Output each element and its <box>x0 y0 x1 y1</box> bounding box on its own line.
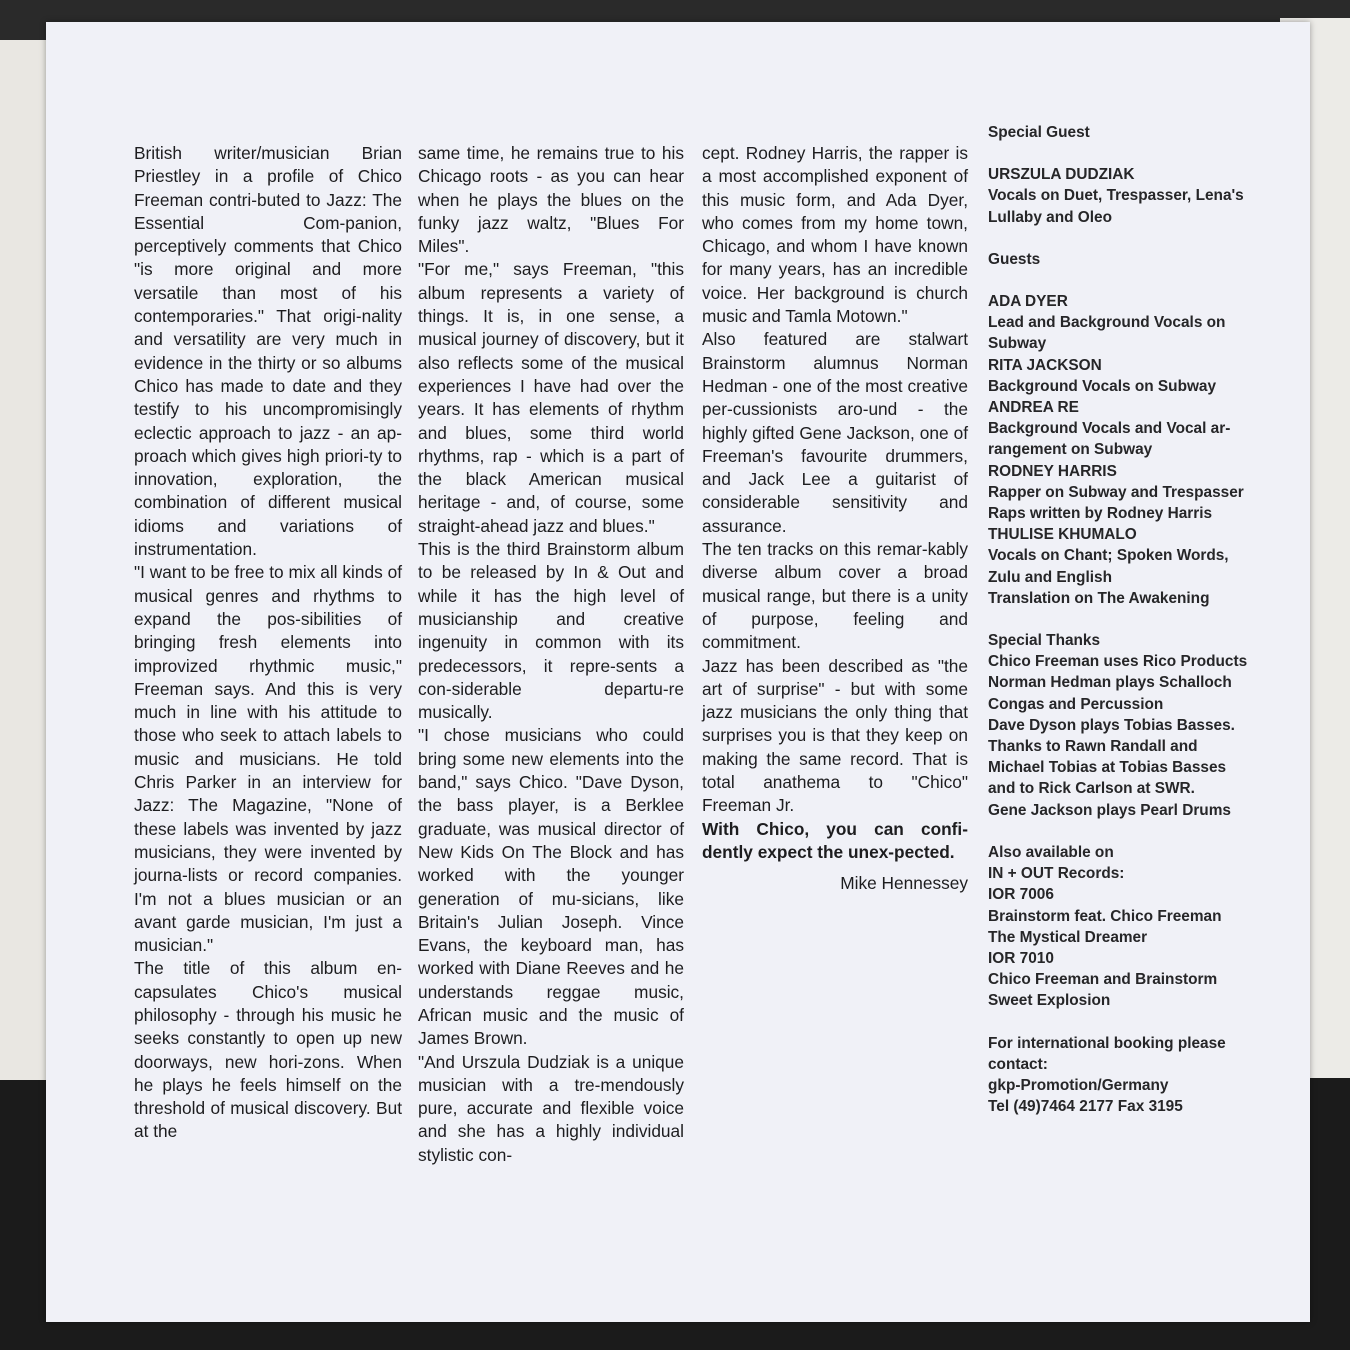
booking-phone: Tel (49)7464 2177 Fax 3195 <box>988 1098 1183 1116</box>
thanks-line: Thanks to Rawn Randall and Michael Tobias at Tobias Basses and to Rick Carlson at SWR. <box>988 738 1227 798</box>
guest-name: ANDREA RE <box>988 399 1079 417</box>
closing-statement: With Chico, you can confi-dently expect the unex-pected. <box>702 818 968 862</box>
catalog-number: IOR 7006 <box>988 886 1054 904</box>
paragraph: The ten tracks on this remar-kably diverse album cover a broad musical range, but there is a unity of purpose, feeling and commitment. <box>702 539 968 653</box>
credits-column <box>988 122 1252 1117</box>
paragraph: "And Urszula Dudziak is a unique musician with a tre-mendously pure, accurate and flexible voice and she has a highly individual stylistic con- <box>418 1051 684 1165</box>
record-label: IN + OUT Records: <box>988 865 1125 883</box>
paragraph: The title of this album en-capsulates Chico's musical philosophy - through his music he seeks constantly to open up new doorways, new hori-zons. When he plays he feels himself on the threshold of musical discovery. But at the <box>134 958 402 1142</box>
guest-role: Translation on The Awakening <box>988 589 1210 607</box>
author-signature: Mike Hennessey <box>840 873 968 894</box>
booking-agency: gkp-Promotion/Germany <box>988 1076 1169 1094</box>
guests-heading: Guests <box>988 250 1041 268</box>
spacer <box>988 821 1252 842</box>
liner-notes-column-3 <box>702 142 968 896</box>
spacer <box>988 228 1252 249</box>
guest-name: RITA JACKSON <box>988 356 1102 374</box>
spacer <box>988 609 1252 630</box>
guest-role: Lead and Background Vocals on Subway <box>988 314 1226 353</box>
guest-name: RODNEY HARRIS <box>988 462 1117 480</box>
release-title: Sweet Explosion <box>988 992 1111 1010</box>
paragraph: "I want to be free to mix all kinds of musical genres and rhythms to expand the pos-sibilities of bringing fresh elements into improvized rhythmic music," Freeman says. And this is very much in line with his attitude to those who seek to attach labels to music and musicians. He told Chris Parker in an interview for Jazz: The Magazine, "None of these labels was invented by jazz musicians, they were invented by journa-lists or record companies. I'm not a blues musician or an avant garde musician, I'm just a musician." <box>134 562 402 956</box>
thanks-line: Chico Freeman uses Rico Products <box>988 653 1248 671</box>
liner-notes-sheet <box>46 22 1310 1322</box>
spacer <box>988 1012 1252 1033</box>
guest-name: URSZULA DUDZIAK <box>988 166 1135 184</box>
also-available-heading: Also available on <box>988 843 1114 861</box>
booking-text: For international booking please contact: <box>988 1034 1226 1073</box>
guest-role: Raps written by Rodney Harris <box>988 505 1213 523</box>
guest-name: THULISE KHUMALO <box>988 526 1137 544</box>
spacer <box>988 143 1252 164</box>
guest-role: Vocals on Chant; Spoken Words, Zulu and English <box>988 547 1229 586</box>
paragraph: same time, he remains true to his Chicago roots - as you can hear when he plays the blues on the funky jazz waltz, "Blues For Miles". <box>418 143 684 257</box>
paragraph: cept. Rodney Harris, the rapper is a most accomplished exponent of this music form, and Ada Dyer, who comes from my home town, Chicago, and whom I have known for many years, has an incredible voice. Her background is church music and Tamla Motown." <box>702 143 968 327</box>
guest-role: Background Vocals and Vocal ar-rangement on Subway <box>988 420 1231 459</box>
thanks-line: Gene Jackson plays Pearl Drums <box>988 801 1231 819</box>
release-title: The Mystical Dreamer <box>988 928 1148 946</box>
paragraph: "I chose musicians who could bring some new elements into the band," says Chico. "Dave Dyson, the bass player, is a Berklee graduate, was musical director of New Kids On The Block and has worked with the younger generation of mu-sicians, like Britain's Julian Joseph. Vince Evans, the keyboard man, has worked with Diane Reeves and he understands reggae music, African music and the music of James Brown. <box>418 725 684 1049</box>
paragraph: British writer/musician Brian Priestley in a profile of Chico Freeman contri-buted to Jazz: The Essential Com-panion, perceptively comments that Chico "is more original and more versatile than most of his contemporaries." That origi-nality and versatility are very much in evidence in the thirty or so albums Chico has made to date and they testify to his uncompromisingly eclectic approach to jazz - an ap-proach which gives high priori-ty to innovation, exploration, the combination of different musical idioms and variations of instrumentation. <box>134 143 402 560</box>
liner-notes-column-1 <box>134 142 402 1144</box>
paragraph: "For me," says Freeman, "this album represents a variety of things. It is, in one sense, a musical journey of discovery, but it also reflects some of the musical experiences I have had over the years. It has elements of rhythm and blues, some third world rhythms, rap - which is a part of the black American musical heritage - and, of course, some straight-ahead jazz and blues." <box>418 259 684 536</box>
spacer <box>988 270 1252 291</box>
special-guest-heading: Special Guest <box>988 124 1090 141</box>
special-thanks-heading: Special Thanks <box>988 632 1101 650</box>
thanks-line: Dave Dyson plays Tobias Basses. <box>988 716 1235 734</box>
liner-notes-column-2 <box>418 142 684 1167</box>
paragraph: Jazz has been described as "the art of surprise" - but with some jazz musicians the only thing that surprises you is that they keep on making the same record. That is total anathema to "Chico" Freeman Jr. <box>702 655 968 816</box>
guest-name: ADA DYER <box>988 293 1068 311</box>
catalog-number: IOR 7010 <box>988 949 1054 967</box>
release-artist: Brainstorm feat. Chico Freeman <box>988 907 1222 925</box>
guest-role: Vocals on Duet, Trespasser, Lena's Lullaby and Oleo <box>988 187 1244 226</box>
paragraph: This is the third Brainstorm album to be released by In & Out and while it has the high level of musicianship and creative ingenuity in common with its predecessors, it repre-sents a con-siderable departu-re musically. <box>418 539 684 723</box>
guest-role: Rapper on Subway and Trespasser <box>988 483 1244 501</box>
release-artist: Chico Freeman and Brainstorm <box>988 971 1218 989</box>
guest-role: Background Vocals on Subway <box>988 377 1217 395</box>
thanks-line: Norman Hedman plays Schalloch Congas and Percussion <box>988 674 1232 713</box>
paragraph: Also featured are stalwart Brainstorm alumnus Norman Hedman - one of the most creative per-cussionists aro-und - the highly gifted Gene Jackson, one of Freeman's favourite drummers, and Jack Lee a guitarist of considerable sensitivity and assurance. <box>702 329 968 536</box>
